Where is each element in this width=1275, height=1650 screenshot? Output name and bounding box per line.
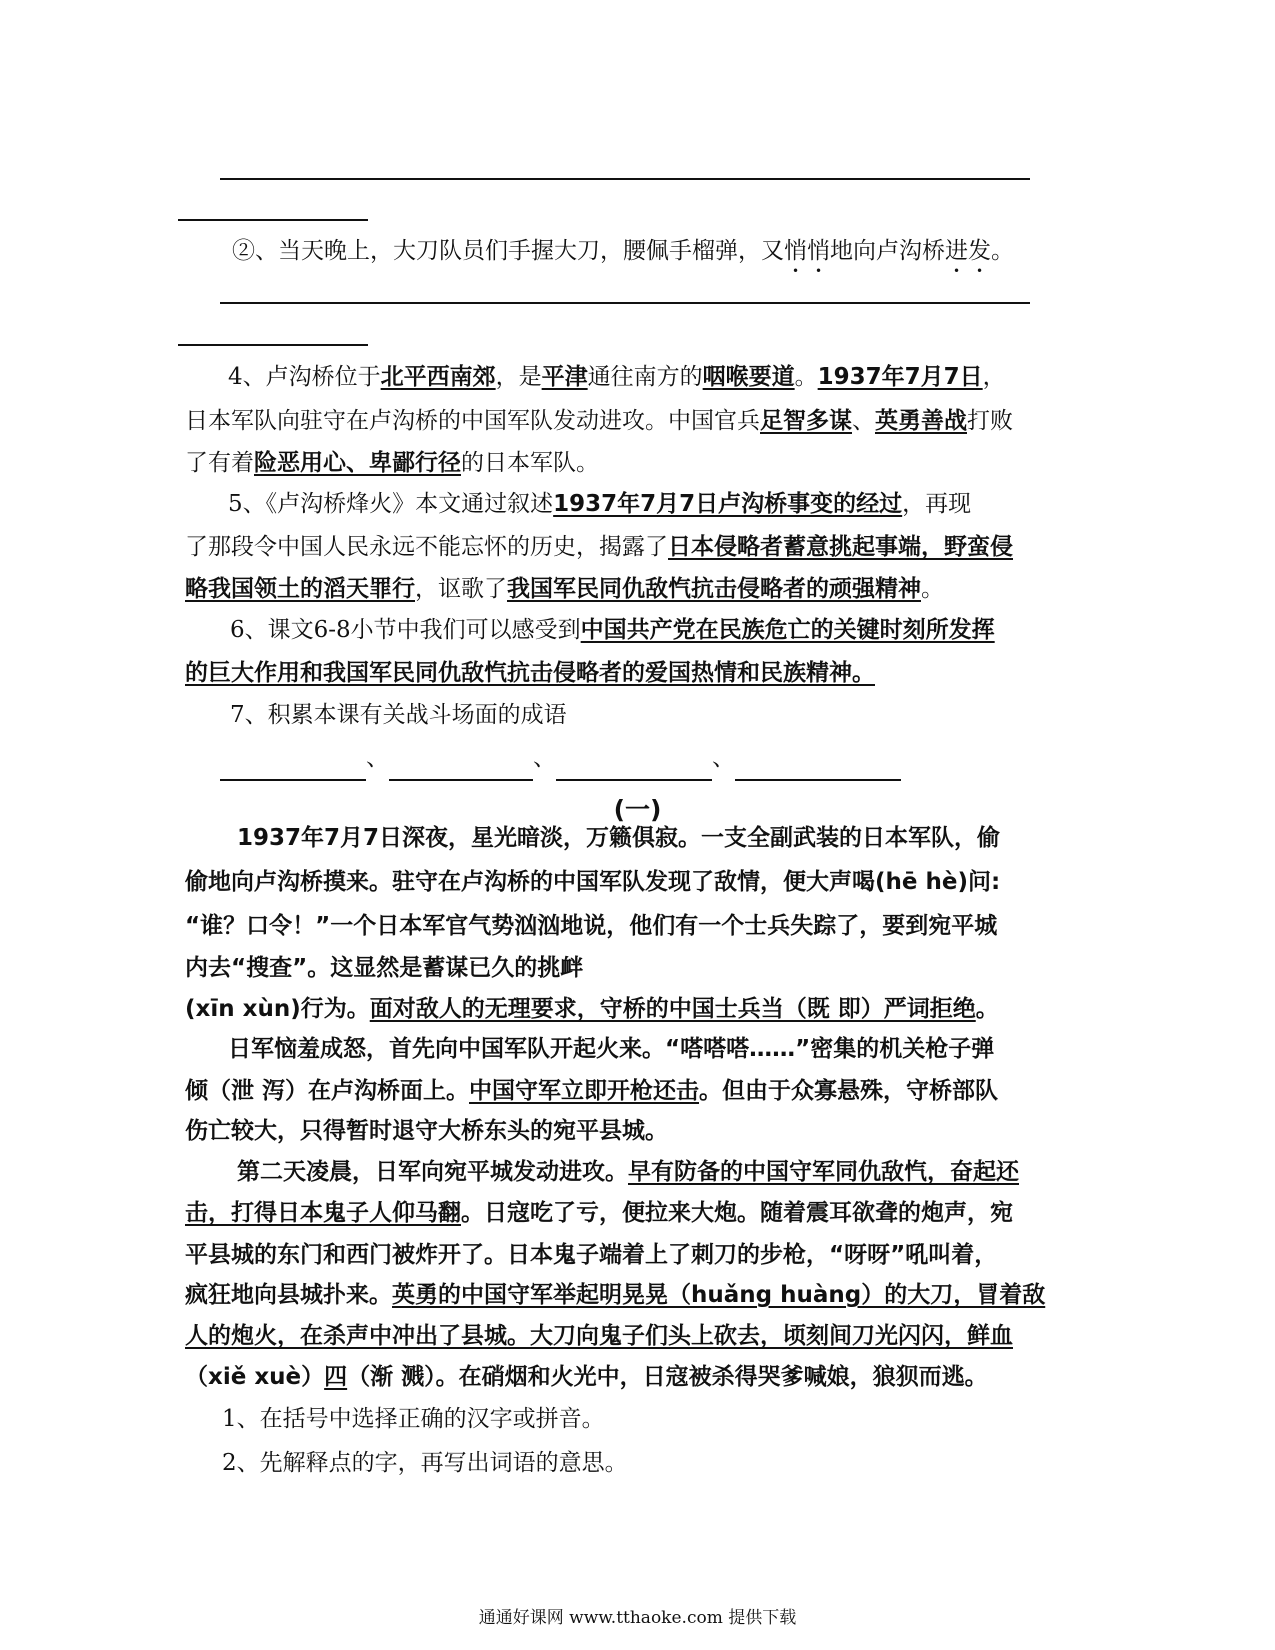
answer: 足智多谋 bbox=[760, 408, 852, 434]
passage-line: 1937年7月7日深夜，星光暗淡，万籁俱寂。一支全副武装的日本军队，偷 bbox=[237, 825, 1001, 851]
answer-line bbox=[178, 344, 368, 346]
passage-line: 内去“搜查”。这显然是蓄谋已久的挑衅 bbox=[185, 955, 584, 981]
answer: 平津 bbox=[541, 364, 588, 390]
question-6-line-2 bbox=[185, 650, 1085, 696]
answer-line bbox=[220, 178, 1030, 180]
answer: 咽喉要道 bbox=[702, 364, 795, 390]
answer-line bbox=[178, 219, 368, 221]
answer: 略我国领土的滔天罪行 bbox=[185, 576, 415, 602]
blank[interactable] bbox=[556, 757, 712, 781]
question-5-line-3: 略我国领土的滔天罪行，讴歌了我国军民同仇敌忾抗击侵略者的顽强精神。 bbox=[185, 576, 944, 602]
answer: 的巨大作用和我国军民同仇敌忾抗击侵略者的爱国热情和民族精神。 bbox=[185, 660, 875, 686]
passage-line: 偷地向卢沟桥摸来。驻守在卢沟桥的中国军队发现了敌情，便大声喝(hē hè)问: bbox=[185, 869, 1001, 895]
question-4-line-1: 4、卢沟桥位于北平西南郊，是平津通往南方的咽喉要道。1937年7月7日， bbox=[228, 364, 1006, 390]
blank[interactable] bbox=[220, 757, 366, 781]
question-5-line-2: 了那段令中国人民永远不能忘怀的历史，揭露了日本侵略者蓄意挑起事端，野蛮侵 bbox=[185, 534, 1013, 560]
question-3-2: ②、当天晚上，大刀队员们手握大刀，腰佩手榴弹，又悄悄地向卢沟桥进发。 bbox=[232, 238, 1014, 264]
passage-line: 第二天凌晨，日军向宛平城发动进攻。早有防备的中国守军同仇敌忾，奋起还 bbox=[237, 1159, 1019, 1185]
answer: 中国共产党在民族危亡的关键时刻所发挥 bbox=[580, 617, 995, 643]
question-5-line-1: 5、《卢沟桥烽火》本文通过叙述1937年7月7日卢沟桥事变的经过，再现 bbox=[228, 491, 972, 517]
answer-line bbox=[220, 302, 1030, 304]
footer: 通通好课网 www.tthaoke.com 提供下载 bbox=[478, 1608, 797, 1628]
answer: 北平西南郊 bbox=[380, 364, 496, 390]
question-7: 7、积累本课有关战斗场面的成语 bbox=[230, 702, 567, 728]
question-2: 2、先解释点的字，再写出词语的意思。 bbox=[222, 1450, 628, 1476]
passage-line: (xīn xùn)行为。面对敌人的无理要求，守桥的中国士兵当（既 即）严词拒绝。 bbox=[185, 996, 999, 1022]
passage-line: 疯狂地向县城扑来。英勇的中国守军举起明晃晃（huǎng huàng）的大刀，冒着敌 bbox=[185, 1282, 1046, 1308]
answer: 我国军民同仇敌忾抗击侵略者的顽强精神 bbox=[507, 576, 921, 602]
answer: 1937年7月7日卢沟桥事变的经过 bbox=[553, 491, 903, 517]
answer: 险恶用心、卑鄙行径 bbox=[254, 450, 461, 476]
passage-line: 倾（泄 泻）在卢沟桥面上。中国守军立即开枪还击。但由于众寡悬殊，守桥部队 bbox=[185, 1078, 999, 1104]
answer: 1937年7月7日 bbox=[817, 364, 983, 390]
passage-line: “谁？口令！”一个日本军官气势汹汹地说，他们有一个士兵失踪了，要到宛平城 bbox=[185, 913, 998, 939]
section-heading: (一) bbox=[613, 795, 662, 824]
question-1: 1、在括号中选择正确的汉字或拼音。 bbox=[222, 1406, 605, 1432]
passage-line: （xiě xuè）四（渐 溅）。在硝烟和火光中，日寇被杀得哭爹喊娘，狼狈而逃。 bbox=[185, 1364, 988, 1390]
passage-line: 平县城的东门和西门被炸开了。日本鬼子端着上了刺刀的步枪，“呀呀”吼叫着， bbox=[185, 1242, 998, 1268]
question-4-line-2: 日本军队向驻守在卢沟桥的中国军队发动进攻。中国官兵足智多谋、英勇善战打败 bbox=[185, 408, 1013, 434]
blank[interactable] bbox=[735, 757, 901, 781]
passage-line: 击，打得日本鬼子人仰马翻。日寇吃了亏，便拉来大炮。随着震耳欲聋的炮声，宛 bbox=[185, 1200, 1013, 1226]
blank[interactable] bbox=[389, 757, 533, 781]
idiom-blanks: 、 、 、 bbox=[220, 735, 1120, 781]
answer: 英勇善战 bbox=[875, 408, 967, 434]
passage-line: 伤亡较大，只得暂时退守大桥东头的宛平县城。 bbox=[185, 1118, 668, 1144]
answer: 日本侵略者蓄意挑起事端，野蛮侵 bbox=[668, 534, 1013, 560]
question-4-line-3: 了有着险恶用心、卑鄙行径的日本军队。 bbox=[185, 450, 599, 476]
question-6-line-1: 6、课文6-8小节中我们可以感受到中国共产党在民族危亡的关键时刻所发挥 bbox=[230, 617, 995, 643]
passage-line: 日军恼羞成怒，首先向中国军队开起火来。“嗒嗒嗒……”密集的机关枪子弹 bbox=[228, 1036, 995, 1062]
passage-line: 人的炮火，在杀声中冲出了县城。大刀向鬼子们头上砍去，顷刻间刀光闪闪，鲜血 bbox=[185, 1323, 1013, 1349]
